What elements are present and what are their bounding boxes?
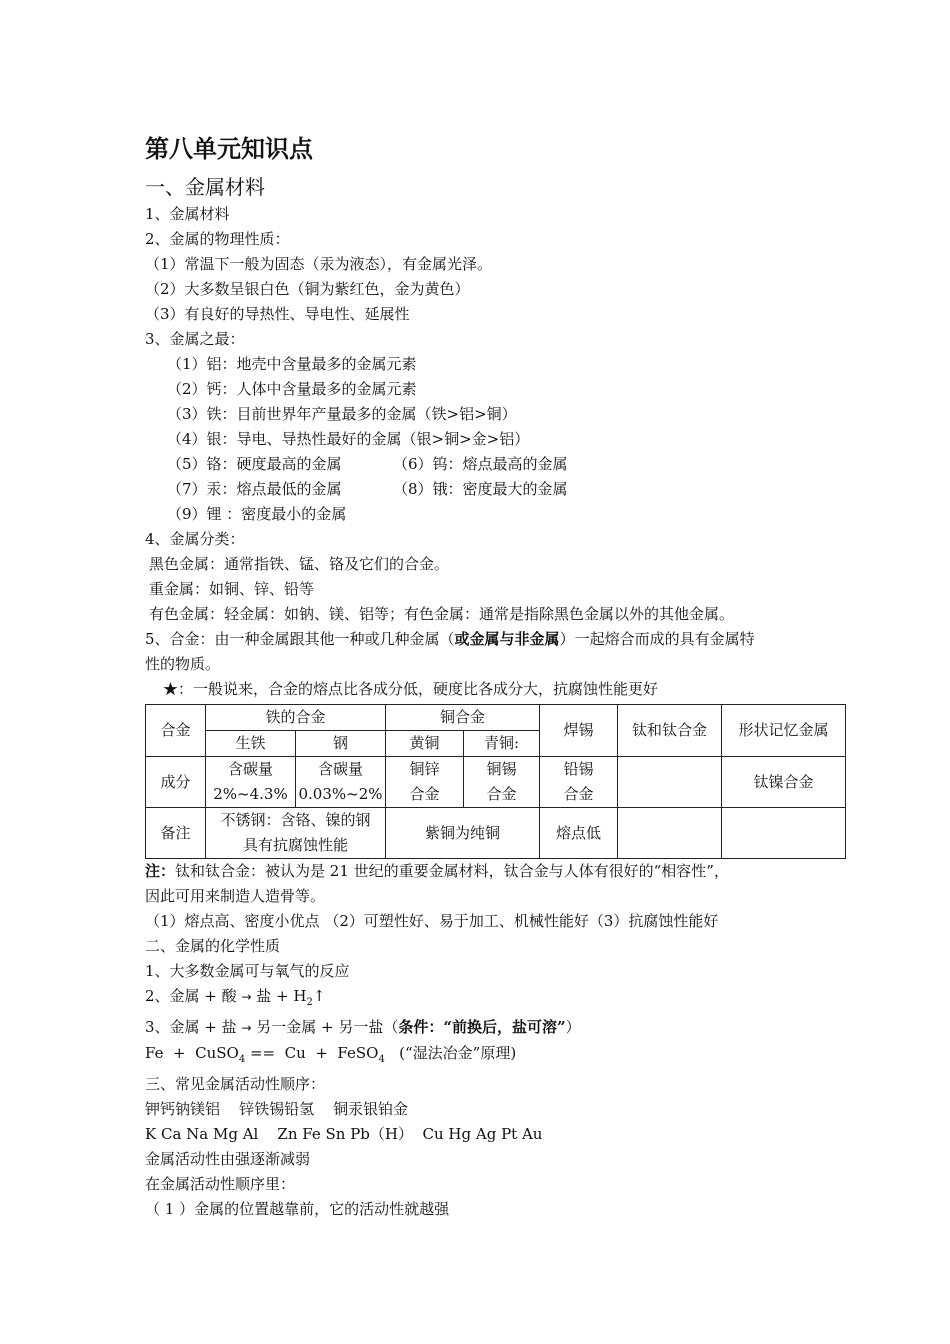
cell-line: 合金 [486, 785, 517, 803]
cell-line: 铅锡 [563, 760, 594, 778]
line [145, 1015, 845, 1041]
line [145, 452, 845, 477]
line: 钾钙钠镁铝 锌铁锡铅氢 铜汞银铂金 [145, 1100, 409, 1118]
cell-line: 含碳量 [318, 760, 364, 778]
table-cell: 成分 [146, 757, 206, 808]
line: 性的物质。 [145, 655, 221, 673]
page-title: 第八单元知识点 [145, 135, 313, 163]
line: （2）大多数呈银白色（铜为紫红色，金为黄色） [145, 280, 470, 298]
table-cell: 黄铜 [386, 731, 464, 757]
table-cell: 紫铜为纯铜 [386, 808, 540, 859]
line: 金属活动性由强逐渐减弱 [145, 1150, 311, 1168]
metal-fact: （6）钨：熔点最高的金属 [393, 455, 568, 473]
line: K Ca Na Mg Al Zn Fe Sn Pb（H） Cu Hg Ag Pt Au [145, 1125, 543, 1143]
line: 重金属：如铜、锌、铅等 [149, 580, 315, 598]
line: 1、金属材料 [145, 205, 230, 223]
line: （4）银：导电、导热性最好的金属（银>铜>金>铝） [167, 430, 530, 448]
metal-fact: （8）锇：密度最大的金属 [393, 480, 568, 498]
line: （1）熔点高、密度小优点 （2）可塑性好、易于加工、机械性能好（3）抗腐蚀性能好 [145, 912, 719, 930]
cell-line: 具有抗腐蚀性能 [243, 836, 349, 854]
text-span: 5、合金：由一种金属跟其他一种或几种金属（ [145, 630, 455, 648]
line: 因此可用来制造人造骨等。 [145, 887, 326, 905]
section-heading-chemical: 二、金属的化学性质 [145, 937, 281, 955]
line: 黑色金属：通常指铁、锰、铬及它们的合金。 [149, 555, 450, 573]
bold-text: 注： [145, 862, 176, 880]
table-cell [618, 757, 722, 808]
equation [145, 1041, 845, 1072]
text-span: 另一金属 + 另一盐（ [256, 1018, 399, 1036]
table-row [146, 808, 846, 859]
cell-line: 含碳量 [227, 760, 273, 778]
line: 有色金属：轻金属：如钠、镁、铝等；有色金属：通常是指除黑色金属以外的其他金属。 [149, 605, 735, 623]
text-span: ）一起熔合而成的具有金属特 [559, 630, 755, 648]
table-cell: 合金 [146, 705, 206, 757]
alloy-table [145, 704, 846, 859]
text-span: (“湿法冶金”原理) [384, 1044, 517, 1062]
text-span: Fe + CuSO [145, 1044, 239, 1062]
text-span: 盐 + H [256, 987, 307, 1005]
line [145, 859, 845, 884]
bold-text: 条件：“前换后，盐可溶” [398, 1018, 566, 1036]
metal-fact: （5）铬：硬度最高的金属 [167, 455, 342, 473]
cell-line: 铜锌 [409, 760, 440, 778]
table-cell [540, 757, 618, 808]
line [145, 984, 845, 1015]
arrow-icon: → [241, 990, 252, 1004]
text-span: 3、金属 + 盐 [145, 1018, 237, 1036]
line: （ 1 ）金属的位置越靠前，它的活动性就越强 [145, 1200, 450, 1218]
table-cell [386, 757, 464, 808]
line: 4、金属分类： [145, 530, 245, 548]
line: （3）铁：目前世界年产量最多的金属（铁>铝>铜） [167, 405, 517, 423]
cell-line: 2%~4.3% [213, 785, 288, 803]
section-heading-activity: 三、常见金属活动性顺序： [145, 1075, 326, 1093]
line: （1）铝：地壳中含量最多的金属元素 [167, 355, 417, 373]
line: （3）有良好的导热性、导电性、延展性 [145, 305, 410, 323]
line: 2、金属的物理性质： [145, 230, 290, 248]
text-span: 2、金属 + 酸 [145, 987, 237, 1005]
table-cell [618, 808, 722, 859]
line: （9）锂 ：密度最小的金属 [167, 505, 347, 523]
table-cell [722, 808, 846, 859]
table-cell: 形状记忆金属 [722, 705, 846, 757]
table-cell: 生铁 [206, 731, 296, 757]
table-cell [464, 757, 540, 808]
cell-line: 铜锡 [486, 760, 517, 778]
up-arrow-icon: ↑ [312, 987, 326, 1005]
cell-line: 合金 [409, 785, 440, 803]
metal-fact: （7）汞：熔点最低的金属 [167, 480, 342, 498]
star-note: ★：一般说来，合金的熔点比各成分低，硬度比各成分大，抗腐蚀性能更好 [163, 680, 659, 698]
subscript: 2 [306, 997, 313, 1008]
table-row [146, 705, 846, 731]
line: （1）常温下一般为固态（汞为液态），有金属光泽。 [145, 255, 493, 273]
cell-line: 合金 [563, 785, 594, 803]
section-heading-metal-materials: 一、金属材料 [145, 175, 265, 199]
arrow-icon: → [241, 1021, 252, 1035]
table-cell: 青铜: [464, 731, 540, 757]
subscript: 4 [238, 1054, 246, 1065]
table-cell [206, 757, 296, 808]
table-cell: 钛镍合金 [722, 757, 846, 808]
table-cell [296, 757, 386, 808]
text-span: ） [565, 1018, 581, 1036]
line: 在金属活动性顺序里： [145, 1175, 296, 1193]
table-cell: 钛和钛合金 [618, 705, 722, 757]
table-cell: 铜合金 [386, 705, 540, 731]
table-row [146, 757, 846, 808]
cell-line: 0.03%~2% [298, 785, 383, 803]
table-cell: 备注 [146, 808, 206, 859]
table-cell: 钢 [296, 731, 386, 757]
table-cell [206, 808, 386, 859]
line: 1、大多数金属可与氧气的反应 [145, 962, 350, 980]
table-cell: 铁的合金 [206, 705, 386, 731]
line [145, 627, 845, 652]
bold-text: 或金属与非金属 [454, 630, 560, 648]
table-cell: 熔点低 [540, 808, 618, 859]
cell-line: 不锈钢：含铬、镍的钢 [220, 811, 371, 829]
line [145, 477, 845, 502]
table-cell: 焊锡 [540, 705, 618, 757]
line: （2）钙：人体中含量最多的金属元素 [167, 380, 417, 398]
subscript: 4 [378, 1054, 385, 1065]
line: 3、金属之最： [145, 330, 245, 348]
document-page [145, 132, 845, 1222]
text-span: 钛和钛合金：被认为是 21 世纪的重要金属材料，钛合金与人体有很好的“相容性”， [175, 862, 729, 880]
text-span: == Cu + FeSO [245, 1044, 379, 1062]
